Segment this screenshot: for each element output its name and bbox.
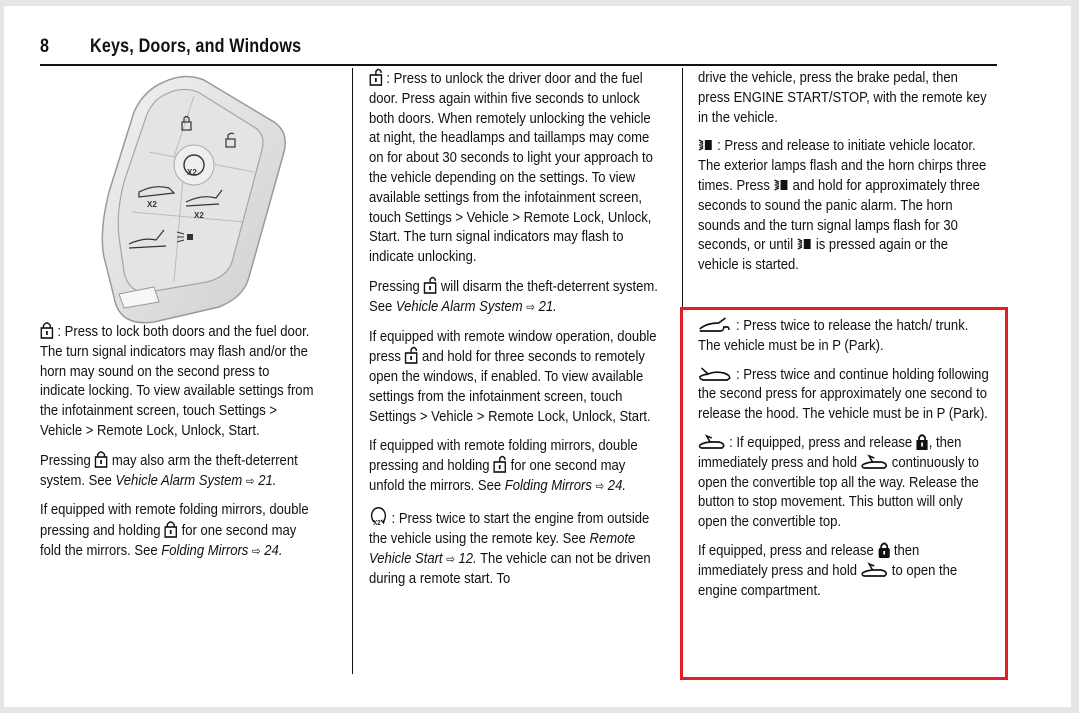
lock-description: : Press to lock both doors and the fuel door. The turn signal indicators may flash and/or the horn may sound on the second press to indicate locking. To view available settings from the infotainment screen, touch Settings > Vehicle > Remote Lock, Unlock, Start. [40,323,314,439]
lock-icon [40,321,54,339]
trunk-release-icon [698,317,732,333]
page-ref[interactable]: 12. [458,549,477,567]
page-number: 8 [40,36,49,57]
page-ref[interactable]: 21. [538,297,557,315]
page-ref-arrow-icon: ⇨ [245,473,255,488]
folding-mirrors-link[interactable]: Folding Mirrors [504,477,592,495]
manual-page [4,6,1071,707]
page-header [40,34,997,66]
unlock-icon [423,276,437,294]
lock-icon [164,520,178,538]
svg-text:X2: X2 [147,200,157,209]
hood-release-icon [698,366,732,382]
windows-description: If equipped with remote window operation, double press and hold for three seconds to remotely open the windows, if enabled. To view available settings from the infotainment screen, touch Settings > Vehicle > Remote Lock, Unlock, Start. [369,327,657,425]
key-fob-illustration [94,72,294,324]
svg-text:X2: X2 [373,519,381,526]
fold-mirrors-description: If equipped with remote folding mirrors, double pressing and holding for one second may fold the mirrors. See Folding Mirrors ⇨ 24. [40,501,309,559]
column-2 [369,68,663,598]
page-ref[interactable]: 24. [607,477,626,495]
vehicle-locator-icon [698,137,713,153]
unlock-description: : Press to unlock the driver door and the fuel door. Press again within five seconds to unlock both doors. When remotely unlocking the vehicle at night, the headlamps and taillamps may come on for about 30 seconds to light your approach to the vehicle depending on the settings. To view available settings from the infotainment screen, touch Settings > Vehicle > Remote Lock, Unlock, Start. The turn signal indicators may flash to indicate unlocking. [369,70,653,266]
hood-release-description: : Press twice and continue holding following the second press for approximately one second to release the hood. The vehicle must be in P (Park). [698,365,989,423]
svg-text:X2: X2 [194,211,204,220]
column-3 [698,68,992,284]
disarm-description: Pressing will disarm the theft-deterrent system. See Vehicle Alarm System ⇨ 21. [369,277,658,315]
unlock-icon [493,455,507,473]
convertible-top-icon [861,454,889,470]
arm-description: Pressing may also arm the theft-deterrent system. See Vehicle Alarm System ⇨ 21. [40,451,298,489]
engine-compartment-description: If equipped, press and release then immediately press and hold to open the engine compartment. [698,541,958,599]
vehicle-alarm-system-link[interactable]: Vehicle Alarm System [395,297,523,315]
page-ref-arrow-icon: ⇨ [595,479,605,494]
continued-text: drive the vehicle, press the brake pedal, then press ENGINE START/STOP, with the remote key in the vehicle. [698,69,987,126]
page-ref-arrow-icon: ⇨ [526,299,535,314]
page-ref-arrow-icon: ⇨ [446,551,455,566]
trunk-release-description: : Press twice to release the hatch/ trunk. The vehicle must be in P (Park). [698,317,969,354]
locator-description: : Press and release to initiate vehicle locator. The exterior lamps flash and the horn chirps three times. Press and hold for approximately three seconds to sound the panic alarm. The horn sounds and the turn signal lamps flash for 30 seconds, or until is pressed again or the vehicle is started. [698,137,987,274]
lock-icon [94,450,108,468]
vehicle-locator-icon [797,236,812,252]
column-divider [682,68,683,308]
remote-start-description: X2 : Press twice to start the engine from outside the vehicle using the remote key. See Remote Vehicle Start ⇨ 12. The vehicle can not be driven during a remote start. To [369,506,663,589]
vehicle-locator-icon [773,177,788,193]
highlighted-section [698,316,992,609]
unlock-icon [405,346,419,364]
lock-rounded-filled-icon [877,541,890,558]
page-ref[interactable]: 21. [258,471,277,489]
remote-start-x2-icon [369,506,388,526]
vehicle-alarm-system-link[interactable]: Vehicle Alarm System [115,471,243,489]
folding-mirrors-link[interactable]: Folding Mirrors [161,541,249,559]
column-1 [40,321,318,571]
page-ref-arrow-icon: ⇨ [251,543,261,558]
column-divider [352,68,353,674]
svg-text:X2: X2 [187,168,197,177]
lock-filled-icon [916,433,929,450]
remote-vehicle-start-link[interactable]: Remote Vehicle Start [369,529,636,567]
unfold-mirrors-description: If equipped with remote folding mirrors, double pressing and holding for one second may unfold the mirrors. See Folding Mirrors ⇨ 24. [369,436,638,495]
section-title: Keys, Doors, and Windows [90,36,302,57]
convertible-top-icon [698,434,726,450]
convertible-top-icon [861,562,889,578]
unlock-icon [369,68,383,86]
page-ref[interactable]: 24. [264,541,283,559]
convertible-top-description: : If equipped, press and release , then immediately press and hold continuously to open the convertible top all the way. Release the button to stop movement. This button will only open the convertible top. [698,433,979,531]
